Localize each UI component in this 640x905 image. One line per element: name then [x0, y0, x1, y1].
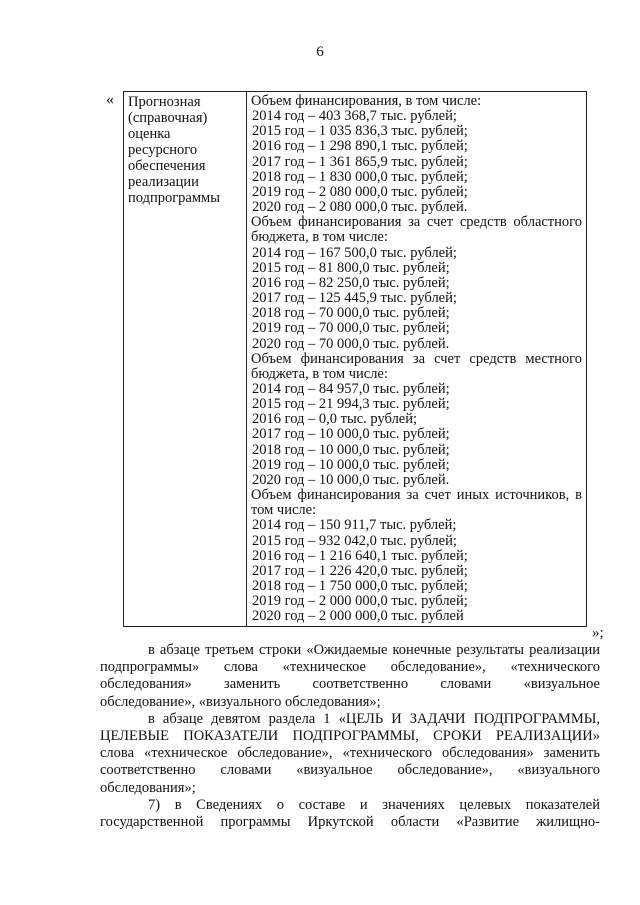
funding-year-line: 2015 год – 81 800,0 тыс. рублей;	[252, 259, 450, 276]
funding-year-line: 2015 год – 932 042,0 тыс. рублей;	[252, 532, 457, 549]
body-line: ЦЕЛЕВЫЕ ПОКАЗАТЕЛИ ПОДПРОГРАММЫ, СРОКИ РЕАЛИЗАЦИИ»	[100, 728, 600, 745]
body-line: в абзаце третьем строки «Ожидаемые конечные результаты реализации	[148, 642, 600, 658]
funding-year-line: 2017 год – 10 000,0 тыс. рублей;	[252, 426, 450, 443]
funding-heading-line: Объем финансирования за счет средств областного	[251, 214, 582, 231]
body-line: 7) в Сведениях о составе и значениях целевых показателей	[148, 796, 600, 813]
amendment-text	[100, 642, 600, 831]
body-line: слова «техническое обследование», «технического обследования» заменить	[100, 745, 600, 762]
body-line: обследования»;	[100, 779, 196, 796]
funding-year-line: 2014 год – 403 368,7 тыс. рублей;	[252, 108, 457, 125]
funding-heading-line: Объем финансирования за счет средств местного	[251, 350, 582, 367]
funding-year-line: 2020 год – 2 080 000,0 тыс. рублей.	[252, 199, 468, 216]
label-line: ресурсного	[128, 142, 198, 158]
body-line: обследование», «визуального обследования»;	[100, 693, 381, 710]
funding-year-line: 2015 год – 21 994,3 тыс. рублей;	[252, 396, 450, 413]
label-line: Прогнозная	[128, 94, 201, 110]
funding-year-line: 2020 год – 10 000,0 тыс. рублей.	[252, 471, 450, 488]
funding-year-line: 2016 год – 1 298 890,1 тыс. рублей;	[252, 138, 468, 155]
funding-year-line: 2016 год – 1 216 640,1 тыс. рублей;	[252, 547, 468, 564]
body-line: обследования» заменить соответственно словами «визуальное	[100, 676, 600, 693]
funding-heading-line: том числе:	[251, 502, 317, 519]
label-line: обеспечения	[128, 158, 206, 174]
funding-heading-line: бюджета, в том числе:	[251, 365, 388, 382]
body-line: подпрограммы» слова «техническое обследование», «технического	[100, 659, 600, 676]
funding-year-line: 2017 год – 125 445,9 тыс. рублей;	[252, 290, 457, 307]
funding-year-line: 2019 год – 10 000,0 тыс. рублей;	[252, 456, 450, 473]
funding-year-line: 2020 год – 2 000 000,0 тыс. рублей	[252, 608, 464, 625]
funding-table	[123, 91, 587, 627]
label-line: (справочная)	[128, 110, 208, 126]
body-line: соответственно словами «визуальное обследование», «визуального	[100, 762, 600, 779]
opening-quote: «	[106, 91, 114, 108]
funding-heading-line: бюджета, в том числе:	[251, 229, 388, 246]
label-line: подпрограммы	[128, 190, 220, 206]
funding-year-line: 2014 год – 84 957,0 тыс. рублей;	[252, 380, 450, 397]
funding-year-line: 2017 год – 1 226 420,0 тыс. рублей;	[252, 562, 468, 579]
funding-year-line: 2019 год – 2 000 000,0 тыс. рублей;	[252, 593, 468, 610]
funding-content-cell	[247, 92, 587, 627]
closing-quote: »;	[592, 625, 604, 641]
funding-year-line: 2018 год – 70 000,0 тыс. рублей;	[252, 305, 450, 322]
page-number: 6	[316, 44, 324, 60]
funding-year-line: 2018 год – 1 830 000,0 тыс. рублей;	[252, 168, 468, 185]
label-line: реализации	[128, 174, 199, 190]
funding-year-line: 2015 год – 1 035 836,3 тыс. рублей;	[252, 123, 468, 140]
funding-heading-line: Объем финансирования, в том числе:	[251, 93, 482, 109]
funding-table-row	[124, 92, 587, 627]
funding-year-line: 2016 год – 82 250,0 тыс. рублей;	[252, 274, 450, 291]
funding-year-line: 2018 год – 10 000,0 тыс. рублей;	[252, 441, 450, 458]
funding-year-line: 2020 год – 70 000,0 тыс. рублей.	[252, 335, 450, 352]
funding-year-line: 2019 год – 70 000,0 тыс. рублей;	[252, 320, 450, 337]
funding-heading-line: Объем финансирования за счет иных источников, в	[251, 487, 582, 504]
funding-year-line: 2016 год – 0,0 тыс. рублей;	[252, 411, 418, 428]
funding-year-line: 2014 год – 150 911,7 тыс. рублей;	[252, 517, 457, 534]
funding-year-line: 2018 год – 1 750 000,0 тыс. рублей;	[252, 578, 468, 594]
label-line: оценка	[128, 126, 171, 142]
funding-year-line: 2019 год – 2 080 000,0 тыс. рублей;	[252, 183, 468, 200]
body-line: в абзаце девятом раздела 1 «ЦЕЛЬ И ЗАДАЧИ ПОДПРОГРАММЫ,	[148, 710, 600, 727]
body-line: государственной программы Иркутской области «Развитие жилищно-	[100, 814, 600, 831]
funding-year-line: 2017 год – 1 361 865,9 тыс. рублей;	[252, 153, 468, 170]
row-label-cell	[124, 92, 247, 627]
funding-year-line: 2014 год – 167 500,0 тыс. рублей;	[252, 244, 457, 261]
